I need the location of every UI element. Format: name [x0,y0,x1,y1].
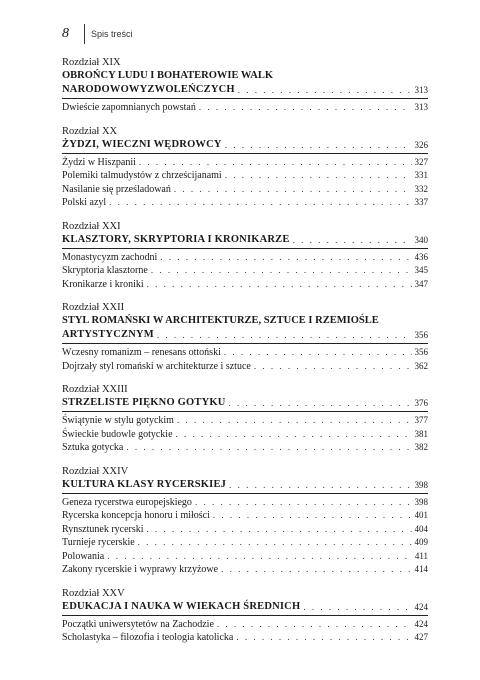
entry-title: Wczesny romanizm – renesans ottoński [62,347,221,358]
chapter-rule [62,248,428,249]
toc-entry [62,563,428,577]
dot-leader [174,183,412,197]
chapter-title: KLASZTORY, SKRYPTORIA I KRONIKARZE [62,233,290,245]
toc-entry [62,428,428,442]
dot-leader [225,169,412,183]
toc-entry [62,196,428,210]
dot-leader [126,441,411,455]
chapter-rule [62,493,428,494]
chapter-title: STRZELISTE PIĘKNO GOTYKU [62,397,226,408]
dot-leader [138,536,412,550]
entry-title: Zakony rycerskie i wyprawy krzyżowe [62,564,219,575]
entry-page-number: 337 [414,197,428,207]
chapter-page-number: 424 [414,601,428,612]
chapter-rule [62,98,428,99]
chapter-label: Rozdział XXV [62,587,125,599]
toc-entry [62,264,428,278]
dot-leader [236,631,411,645]
entry-title: Świątynie w stylu gotyckim [62,415,174,426]
chapter-title: ŻYDZI, WIECZNI WĘDROWCY [62,138,222,150]
running-title: Spis treści [91,29,133,39]
entry-page-number: 382 [414,442,428,452]
dot-leader [221,563,411,577]
table-of-contents [62,56,428,655]
chapter-section [62,465,428,577]
entry-page-number: 398 [414,496,428,507]
entry-title: Nasilanie się prześladowań [62,183,171,195]
entry-page-number: 345 [414,265,428,275]
chapter-rule [62,153,428,154]
dot-leader [293,233,412,247]
chapter-title-line: STYL ROMAŃSKI W ARCHITEKTURZE, SZTUCE I RZEMIOŚLE [62,315,379,326]
dot-leader [147,278,412,292]
chapter-title: NARODOWOWYZWOLEŃCZYCH [62,84,235,95]
toc-entry [62,169,428,183]
dot-leader [213,509,412,523]
toc-entry [62,441,428,455]
toc-entry [62,618,428,632]
toc-entry [62,536,428,550]
entry-title: Kronikarze i kroniki [62,278,144,290]
chapter-label: Rozdział XXIV [62,465,129,477]
dot-leader [151,264,412,278]
entry-page-number: 404 [414,523,428,534]
chapter-rule [62,615,428,616]
dot-leader [177,414,412,428]
entry-page-number: 411 [414,550,428,561]
chapter-label: Rozdział XXIII [62,384,128,395]
entry-title: Świeckie budowle gotyckie [62,428,173,440]
dot-leader [217,618,412,632]
toc-entry [62,550,428,564]
toc-entry [62,251,428,265]
entry-page-number: 313 [414,102,428,112]
dot-leader [303,600,411,614]
entry-title: Sztuka gotycka [62,442,124,453]
entry-page-number: 401 [414,510,428,520]
dot-leader [238,83,412,97]
chapter-rule [62,411,428,412]
chapter-section [62,56,428,115]
chapter-title-line [62,396,428,410]
chapter-title-line [62,478,428,492]
dot-leader [176,428,412,442]
chapter-page-number: 376 [414,398,428,408]
toc-entry [62,183,428,197]
chapter-title-line [62,83,428,97]
entry-title: Monastycyzm zachodni [62,251,158,263]
toc-entry [62,101,428,115]
toc-entry [62,360,428,374]
entry-page-number: 409 [414,537,428,547]
chapter-rule [62,343,428,344]
entry-page-number: 381 [414,428,428,439]
chapter-title-line: OBROŃCY LUDU I BOHATEROWIE WALK [62,70,274,81]
entry-title: Rynsztunek rycerski [62,523,144,535]
dot-leader [199,101,412,115]
dot-leader [229,478,411,492]
entry-page-number: 427 [414,632,428,642]
entry-title: Polski azyl [62,197,107,208]
dot-leader [147,523,412,537]
entry-page-number: 331 [414,170,428,180]
entry-title: Dwieście zapomnianych powstań [62,102,196,113]
entry-title: Początki uniwersytetów na Zachodzie [62,618,214,630]
entry-title: Turnieje rycerskie [62,537,135,548]
entry-page-number: 356 [414,347,428,357]
toc-entry [62,631,428,645]
dot-leader [109,196,411,210]
chapter-title: EDUKACJA I NAUKA W WIEKACH ŚREDNICH [62,600,301,612]
entry-title: Dojrzały styl romański w architekturze i sztuce [62,360,251,372]
toc-entry [62,414,428,428]
toc-entry [62,509,428,523]
toc-entry [62,346,428,360]
toc-entry [62,156,428,170]
dot-leader [157,328,412,342]
chapter-page-number: 356 [414,330,428,340]
entry-page-number: 414 [414,564,428,574]
chapter-section [62,220,428,292]
entry-title: Polowania [62,550,105,562]
entry-title: Polemiki talmudystów z chrześcijanami [62,170,222,181]
toc-entry [62,523,428,537]
dot-leader [107,550,412,564]
dot-leader [160,251,411,265]
chapter-title: ARTYSTYCZNYM [62,329,154,340]
page-number: 8 [62,26,69,41]
dot-leader [195,496,412,510]
dot-leader [225,138,412,152]
entry-page-number: 377 [414,415,428,425]
chapter-label: Rozdział XXI [62,220,121,232]
entry-page-number: 332 [414,183,428,194]
entry-page-number: 327 [414,156,428,167]
entry-title: Żydzi w Hiszpanii [62,156,136,168]
entry-title: Geneza rycerstwa europejskiego [62,496,192,508]
chapter-section [62,587,428,645]
toc-entry [62,496,428,510]
chapter-page-number: 340 [414,234,428,245]
entry-page-number: 424 [414,618,428,629]
dot-leader [254,360,412,374]
header-divider [84,24,85,44]
dot-leader [229,396,412,410]
entry-page-number: 347 [414,278,428,289]
chapter-section [62,301,428,373]
entry-title: Rycerska koncepcja honoru i miłości [62,510,210,521]
chapter-section [62,383,428,455]
chapter-label: Rozdział XX [62,125,118,137]
entry-page-number: 436 [414,251,428,262]
chapter-title-line [62,138,428,152]
chapter-section [62,125,428,210]
chapter-page-number: 313 [414,85,428,95]
page-header [62,24,133,44]
chapter-label: Rozdział XIX [62,57,121,68]
chapter-title-line [62,233,428,247]
chapter-page-number: 398 [414,479,428,490]
chapter-title-line [62,600,428,614]
entry-page-number: 362 [414,360,428,371]
entry-title: Scholastyka – filozofia i teologia katolicka [62,632,234,643]
dot-leader [224,346,412,360]
entry-title: Skryptoria klasztorne [62,265,148,276]
chapter-title-line [62,328,428,342]
dot-leader [139,156,412,170]
toc-entry [62,278,428,292]
chapter-page-number: 326 [414,139,428,150]
chapter-label: Rozdział XXII [62,302,125,313]
chapter-title: KULTURA KLASY RYCERSKIEJ [62,478,227,490]
